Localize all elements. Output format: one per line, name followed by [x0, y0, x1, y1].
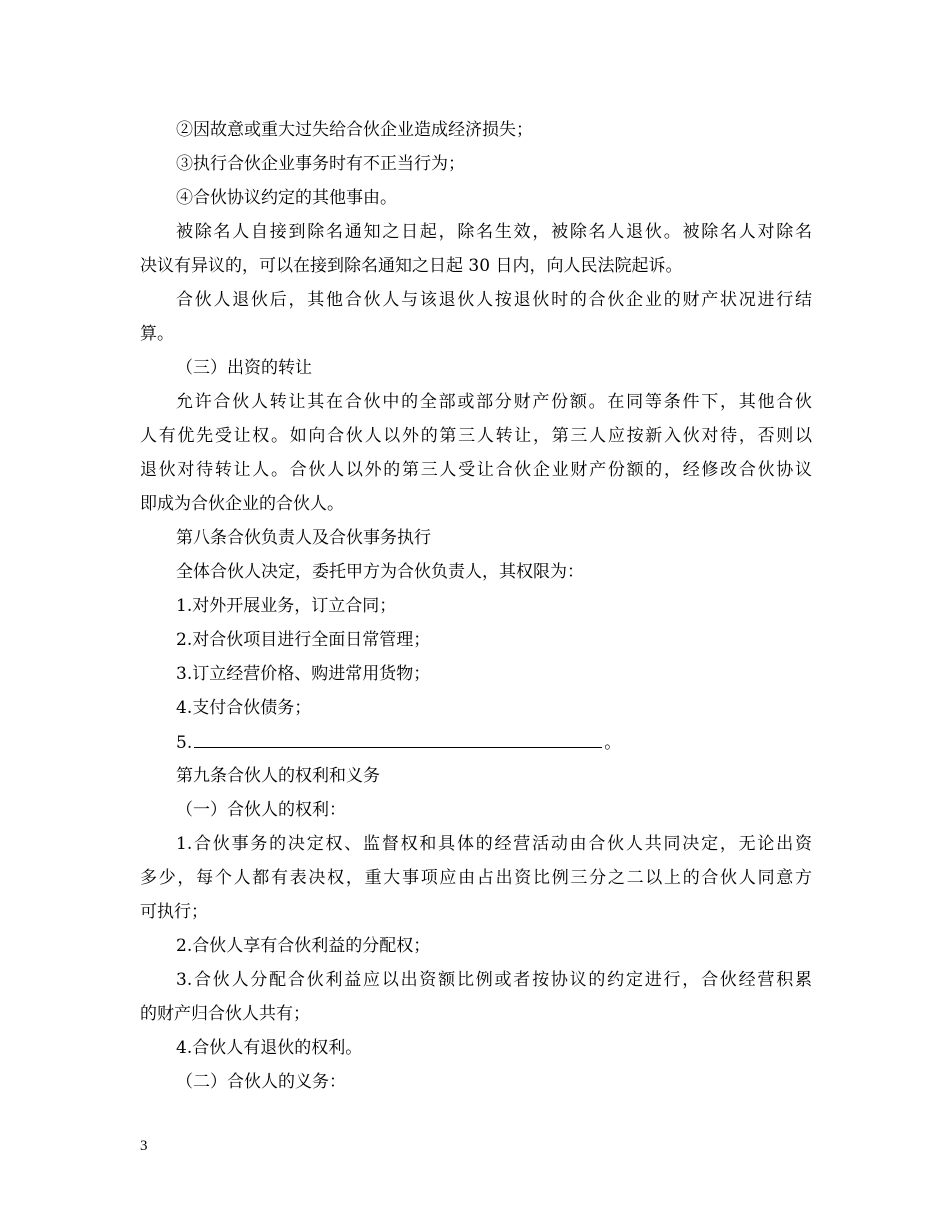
paragraph-line: 合伙人退伙后，其他合伙人与该退伙人按退伙时的合伙企业的财产状况进行结 [176, 290, 812, 310]
article-heading: 第九条合伙人的权利和义务 [176, 766, 380, 786]
fill-in-blank-line [194, 725, 602, 748]
list-item-number: 5. [176, 733, 193, 753]
list-item-suffix: 。 [604, 733, 622, 753]
list-item: 4.合伙人有退伙的权利。 [176, 1038, 363, 1058]
paragraph-line: 算。 [140, 324, 174, 344]
section-heading: （三）出资的转让 [176, 358, 312, 378]
paragraph-line: 即成为合伙企业的合伙人。 [140, 494, 344, 514]
list-item: 3.订立经营价格、购进常用货物； [176, 664, 431, 684]
list-item: 2.对合伙项目进行全面日常管理； [176, 630, 431, 650]
list-item: 1.合伙事务的决定权、监督权和具体的经营活动由合伙人共同决定，无论出资 [176, 834, 812, 854]
list-item: 4.支付合伙债务； [176, 698, 312, 718]
paragraph-line: ②因故意或重大过失给合伙企业造成经济损失； [176, 120, 533, 140]
list-item: 3.合伙人分配合伙利益应以出资额比例或者按协议的约定进行，合伙经营积累 [176, 970, 812, 990]
article-heading: 第八条合伙负责人及合伙事务执行 [176, 528, 431, 548]
paragraph-line: 可执行； [140, 902, 208, 922]
paragraph-line: 决议有异议的，可以在接到除名通知之日起 30 日内，向人民法院起诉。 [140, 256, 683, 276]
paragraph-line: 多少，每个人都有表决权，重大事项应由占出资比例三分之二以上的合伙人同意方 [140, 868, 812, 888]
document-body [140, 113, 812, 1099]
paragraph-line: 被除名人自接到除名通知之日起，除名生效，被除名人退伙。被除名人对除名 [176, 222, 812, 242]
paragraph-line: 全体合伙人决定，委托甲方为合伙负责人，其权限为： [176, 562, 584, 582]
page-number: 3 [140, 1138, 148, 1154]
list-item: 1.对外开展业务，订立合同； [176, 596, 397, 616]
paragraph-line: 的财产归合伙人共有； [140, 1004, 310, 1024]
paragraph-line: ③执行合伙企业事务时有不正当行为； [176, 154, 465, 174]
section-heading: （一）合伙人的权利： [176, 800, 346, 820]
paragraph-line: 允许合伙人转让其在合伙中的全部或部分财产份额。在同等条件下，其他合伙 [176, 392, 812, 412]
section-heading: （二）合伙人的义务： [176, 1072, 346, 1092]
paragraph-line: 人有优先受让权。如向合伙人以外的第三人转让，第三人应按新入伙对待，否则以 [140, 426, 812, 446]
list-item-blank [140, 725, 812, 759]
list-item: 2.合伙人享有合伙利益的分配权； [176, 936, 431, 956]
paragraph-line: 退伙对待转让人。合伙人以外的第三人受让合伙企业财产份额的，经修改合伙协议 [140, 460, 812, 480]
paragraph-line: ④合伙协议约定的其他事由。 [176, 188, 397, 208]
